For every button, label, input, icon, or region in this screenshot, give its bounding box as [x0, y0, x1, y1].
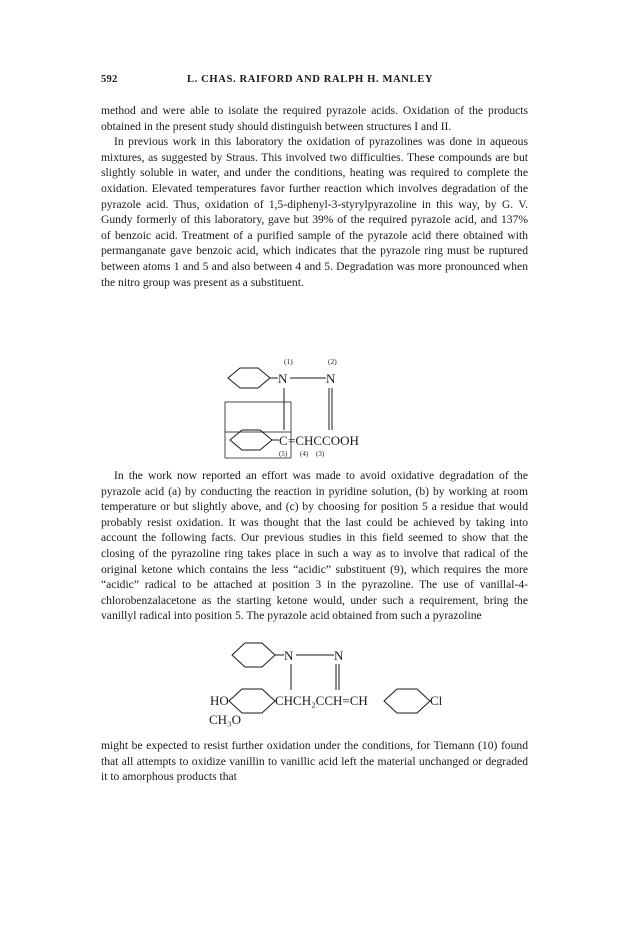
- chloro-label: Cl: [430, 693, 443, 708]
- atom-label-4: (4): [300, 450, 309, 458]
- phenyl-ring-1-icon: [228, 368, 270, 388]
- text-block-1: [101, 103, 528, 290]
- atom-n1: N: [278, 371, 288, 386]
- highlight-box: [225, 402, 291, 432]
- vanillyl-ring-icon: [229, 689, 275, 713]
- text-block-3: [101, 738, 528, 785]
- paragraph-current-work: In the work now reported an effort was made to avoid oxidative degradation of the pyrazole acid (a) by conducting the reaction in pyridine solution, (b) by working at room temperature or but slightly above, and (c) by choosing for position 5 a residue that would probably resist oxidation. It was thought that the last could be achieved by taking into account the following facts. Our previous studies in this field seemed to show that the closing of the pyrazoline ring takes place in such a way as to involve that radical of the original ketone which contains the less “acidic” substituent (9), which requires the more “acidic” radical to be attached at position 3 in the pyrazoline. The use of vanillal-4-chlorobenzalacetone as the starting ketone would, under such a requirement, bring the vanillyl radical into position 5. The pyrazole acid obtained from such a pyrazoline: [101, 469, 528, 623]
- atom-n2: N: [326, 371, 336, 386]
- page-number: 592: [101, 74, 118, 85]
- atom-label-2: (2): [328, 357, 337, 366]
- chlorophenyl-ring-icon: [384, 689, 430, 713]
- phenyl-ring-top-icon: [232, 643, 275, 667]
- atom-n2: N: [334, 648, 344, 663]
- paragraph-continuation: method and were able to isolate the required pyrazole acids. Oxidation of the products obtained in the present study should distinguish between structures I and II.: [101, 104, 528, 133]
- atom-label-3: (3): [316, 450, 325, 458]
- paragraph-oxidation: In previous work in this laboratory the oxidation of pyrazolines was done in aqueous mixtures, as suggested by Straus. This involved two difficulties. These compounds are but slightly soluble in water, and under the conditions, heating was required to complete the oxidation. Elevated temperatures favor further reaction which involves degradation of the pyrazole acid. Thus, oxidation of 1,5-diphenyl-3-styrylpyrazoline in this way, by G. V. Gundy formerly of this laboratory, gave but 39% of the required pyrazole acid, and 137% of benzoic acid. Treatment of a purified sample of the pyrazole acid there obtained with permanganate gave benzoic acid, which indicates that the pyrazole ring must be ruptured between atoms 1 and 5 and also between 4 and 5. Degradation was more pronounced when the nitro group was present as a substituent.: [101, 135, 528, 289]
- phenyl-ring-2-icon: [230, 430, 272, 450]
- atom-c5: C: [279, 433, 288, 448]
- text-block-2: [101, 468, 528, 624]
- atom-n1: N: [284, 648, 294, 663]
- methoxy-label: CH₃O: [209, 712, 241, 727]
- running-title: L. CHAS. RAIFORD AND RALPH H. MANLEY: [187, 74, 434, 85]
- hydroxy-label: HO: [210, 693, 229, 708]
- chain-label: CHCH₂CCH=CH: [275, 693, 368, 708]
- atom-label-1: (1): [284, 357, 293, 366]
- paragraph-tiemann: might be expected to resist further oxidation under the conditions, for Tiemann (10) found that all attempts to oxidize vanillin to vanillic acid left the material unchanged or degraded it to amorphous products that: [101, 739, 528, 784]
- chain-label: =CHCCOOH: [288, 433, 359, 448]
- running-header: [101, 74, 529, 92]
- atom-label-5: (5): [279, 450, 288, 458]
